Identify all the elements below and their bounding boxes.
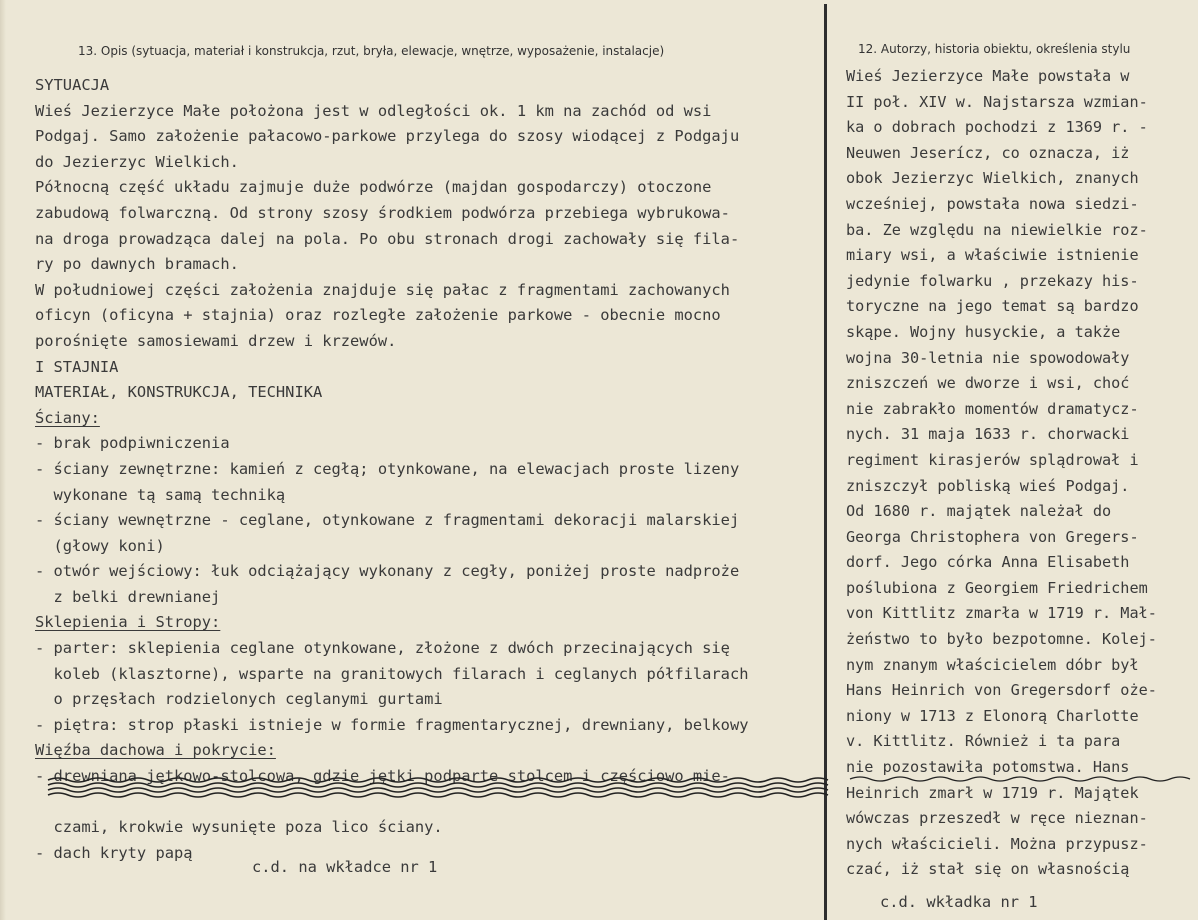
text-line: Od 1680 r. majątek należał do	[846, 502, 1112, 521]
text-line: Wieś Jezierzyce Małe powstała w	[846, 67, 1130, 85]
text-line: - brak podpiwniczenia	[35, 434, 230, 453]
text-line: nie pozostawiła potomstwa. Hans	[846, 758, 1130, 777]
text-line: wykonane tą samą techniką	[35, 485, 286, 504]
text-line: regiment kirasjerów splądrował i	[846, 450, 1139, 469]
text-line: Podgaj. Samo założenie pałacowo-parkowe przylega do szosy wiodącej z Podgaju	[35, 127, 740, 146]
text-line: - ściany zewnętrzne: kamień z cegłą; otynkowane, na elewacjach proste lizeny	[35, 459, 740, 478]
text-line: Georga Christophera von Gregers-	[846, 527, 1139, 546]
text-line: toryczne na jego temat są bardzo	[846, 297, 1139, 316]
text-line: Hans Heinrich von Gregersdorf oże-	[846, 681, 1157, 700]
text-line: ka o dobrach pochodzi z 1369 r. -	[846, 118, 1148, 137]
text-line: wówczas przeszedł w ręce nieznan-	[846, 809, 1148, 828]
text-line: I STAJNIA	[35, 357, 119, 376]
left-continuation-note: c.d. na wkładce nr 1	[252, 858, 438, 876]
text-line: II poł. XIV w. Najstarsza wzmian-	[846, 92, 1148, 111]
text-line: - dach kryty papą	[35, 843, 193, 862]
text-line: z belki drewnianej	[35, 587, 221, 606]
text-line: obok Jezierzyc Wielkich, znanych	[846, 169, 1139, 188]
text-line: miary wsi, a właściwie istnienie	[846, 246, 1139, 265]
section-heading: Sklepienia i Stropy:	[35, 613, 221, 632]
text-line: zniszczeń we dworze i wsi, choć	[846, 374, 1130, 393]
text-line: nym znanym właścicielem dóbr był	[846, 655, 1139, 674]
text-line: SYTUACJA	[35, 76, 110, 94]
text-line: czać, iż stał się on własnością	[846, 860, 1130, 879]
text-line: oficyn (oficyna + stajnia) oraz rozległe założenie parkowe - obecnie mocno	[35, 306, 721, 325]
text-line: - ściany wewnętrzne - ceglane, otynkowane z fragmentami dekoracji malarskiej	[35, 511, 740, 530]
text-line: MATERIAŁ, KONSTRUKCJA, TECHNIKA	[35, 383, 323, 402]
text-line: nie zabrakło momentów dramatycz-	[846, 399, 1139, 418]
text-line: porośnięte samosiewami drzew i krzewów.	[35, 331, 397, 350]
wavy-fold-lines	[0, 773, 1198, 799]
text-line: Neuwen Jeserícz, co oznacza, iż	[846, 143, 1130, 162]
text-line: poślubiona z Georgiem Friedrichem	[846, 578, 1148, 597]
text-line: - piętra: strop płaski istnieje w formie fragmentarycznej, drewniany, belkowy	[35, 715, 749, 734]
text-line: Wieś Jezierzyce Małe położona jest w odległości ok. 1 km na zachód od wsi	[35, 101, 712, 120]
text-line: dorf. Jego córka Anna Elisabeth	[846, 553, 1130, 572]
text-line: skąpe. Wojny husyckie, a także	[846, 322, 1121, 341]
text-line: jedynie folwarku , przekazy his-	[846, 271, 1139, 290]
text-line: niony w 1713 z Elonorą Charlotte	[846, 706, 1139, 725]
description-column	[35, 73, 835, 866]
section-heading: Więźba dachowa i pokrycie:	[35, 741, 276, 760]
text-line: ry po dawnych bramach.	[35, 255, 239, 274]
text-line: na droga prowadząca dalej na pola. Po obu stronach drogi zachowały się fila-	[35, 229, 740, 248]
text-line: Heinrich zmarł w 1719 r. Majątek	[846, 783, 1139, 802]
text-line: nych właścicieli. Można przypusz-	[846, 834, 1148, 853]
text-line: v. Kittlitz. Również i ta para	[846, 732, 1121, 751]
text-line: ba. Ze względu na niewielkie roz-	[846, 220, 1148, 239]
text-line: wcześniej, powstała nowa siedzi-	[846, 194, 1139, 213]
text-line: żeństwo to było bezpotomne. Kolej-	[846, 630, 1157, 649]
text-line: czami, krokwie wysunięte poza lico ściany.	[35, 818, 443, 837]
text-line: koleb (klasztorne), wsparte na granitowych filarach i ceglanych półfilarach	[35, 664, 749, 683]
section-12-header: 12. Autorzy, historia obiektu, określenia stylu	[858, 42, 1131, 56]
text-line: zabudową folwarczną. Od strony szosy środkiem podwórza przebiega wybrukowa-	[35, 203, 730, 222]
text-line: do Jezierzyc Wielkich.	[35, 152, 239, 171]
history-column	[846, 64, 1196, 883]
section-heading: Ściany:	[35, 408, 100, 427]
text-line: W południowej części założenia znajduje się pałac z fragmentami zachowanych	[35, 280, 730, 299]
text-line: (głowy koni)	[35, 536, 165, 555]
text-line: von Kittlitz zmarła w 1719 r. Mał-	[846, 604, 1157, 623]
text-line: - parter: sklepienia ceglane otynkowane, złożone z dwóch przecinających się	[35, 639, 730, 658]
text-line: nych. 31 maja 1633 r. chorwacki	[846, 425, 1130, 444]
text-line: o przęsłach rodzielonych ceglanymi gurtami	[35, 690, 443, 709]
text-line: wojna 30-letnia nie spowodowały	[846, 348, 1130, 367]
right-continuation-note: c.d. wkładka nr 1	[880, 893, 1038, 911]
text-line: - drewniana jętkowo-stolcowa, gdzie jętki podparte stolcem i częściowo mie-	[35, 767, 730, 786]
text-line: - otwór wejściowy: łuk odciążający wykonany z cegły, poniżej proste nadproże	[35, 562, 740, 581]
section-13-header: 13. Opis (sytuacja, materiał i konstrukcja, rzut, bryła, elewacje, wnętrze, wyposażenie, instalacje)	[78, 44, 665, 58]
text-line: Północną część układu zajmuje duże podwórze (majdan gospodarczy) otoczone	[35, 178, 712, 197]
text-line: zniszczył pobliską wieś Podgaj.	[846, 476, 1130, 495]
